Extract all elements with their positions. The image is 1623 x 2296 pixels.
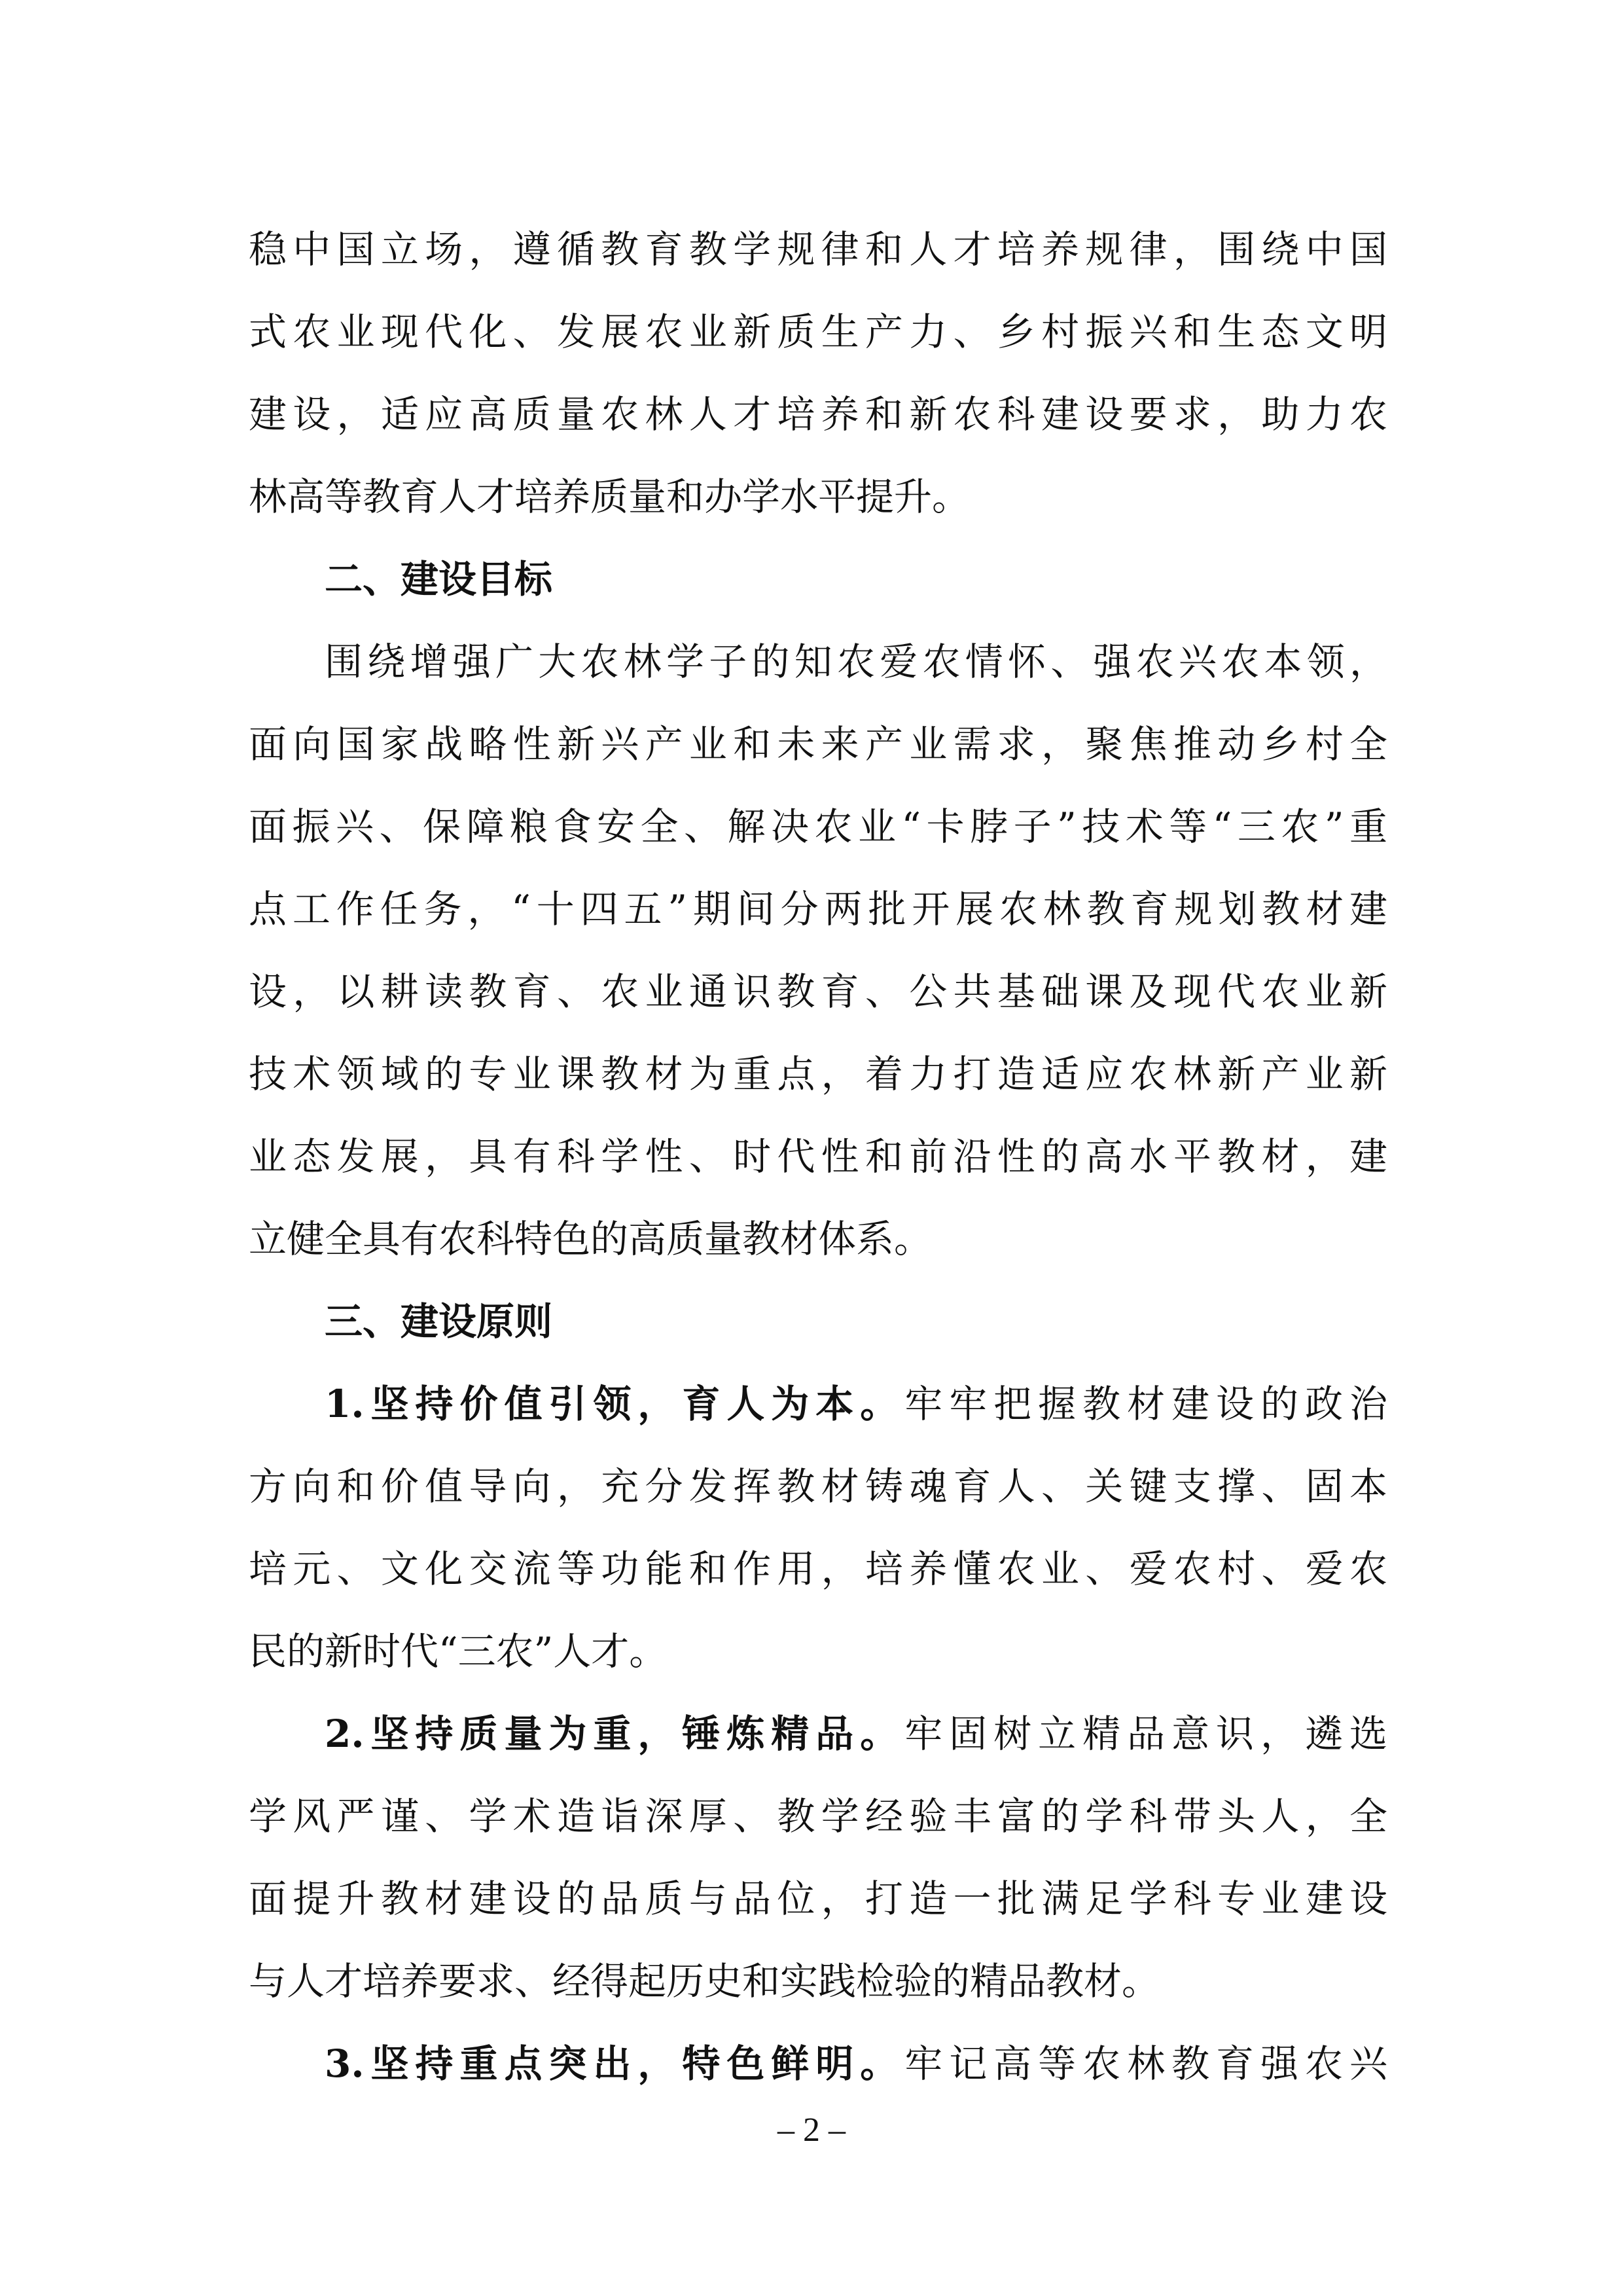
text-line: 民的新时代“三农”人才。 xyxy=(249,1629,668,1674)
text-line: 式农业现代化、发展农业新质生产力、乡村振兴和生态文明 xyxy=(249,310,1387,354)
text-line: 学风严谨、学术造诣深厚、教学经验丰富的学科带头人，全 xyxy=(249,1794,1387,1839)
principle-2-first-line xyxy=(249,1693,1387,1775)
text-line: 设，以耕读教育、农业通识教育、公共基础课及现代农业新 xyxy=(249,969,1387,1014)
text-line: 围绕增强广大农林学子的知农爱农情怀、强农兴农本领， xyxy=(325,639,1387,684)
section-heading-goals: 二、建设目标 xyxy=(325,557,553,601)
text-line: 点工作任务，“十四五”期间分两批开展农林教育规划教材建 xyxy=(249,887,1387,931)
principle-1-title: 1.坚持价值引领，育人为本。 xyxy=(325,1382,905,1426)
principle-1-first-line xyxy=(249,1363,1387,1445)
text-line: 培元、文化交流等功能和作用，培养懂农业、爱农村、爱农 xyxy=(249,1547,1387,1591)
text-line: 立健全具有农科特色的高质量教材体系。 xyxy=(249,1217,933,1261)
text-line: 稳中国立场，遵循教育教学规律和人才培养规律，围绕中国 xyxy=(249,227,1387,272)
principle-3-title: 3.坚持重点突出，特色鲜明。 xyxy=(325,2041,905,2086)
text-line: 林高等教育人才培养质量和办学水平提升。 xyxy=(249,475,971,519)
document-body xyxy=(249,208,1387,2105)
text-line: 业态发展，具有科学性、时代性和前沿性的高水平教材，建 xyxy=(249,1134,1387,1179)
text-line: 与人才培养要求、经得起历史和实践检验的精品教材。 xyxy=(249,1959,1160,2003)
principle-2-title: 2.坚持质量为重，锤炼精品。 xyxy=(325,1712,905,1756)
text-line: 面振兴、保障粮食安全、解决农业“卡脖子”技术等“三农”重 xyxy=(249,804,1387,849)
text-line: 建设，适应高质量农林人才培养和新农科建设要求，助力农 xyxy=(249,392,1387,437)
principle-3-text: 牢记高等农林教育强农兴 xyxy=(904,2041,1387,2086)
text-line: 方向和价值导向，充分发挥教材铸魂育人、关键支撑、固本 xyxy=(249,1464,1387,1509)
principle-2-text: 牢固树立精品意识，遴选 xyxy=(904,1712,1387,1756)
section-heading-principles: 三、建设原则 xyxy=(325,1299,553,1344)
principle-3-first-line xyxy=(249,2022,1387,2105)
page-number: – 2 – xyxy=(777,2111,846,2149)
text-line: 面向国家战略性新兴产业和未来产业需求，聚焦推动乡村全 xyxy=(249,722,1387,766)
text-line: 面提升教材建设的品质与品位，打造一批满足学科专业建设 xyxy=(249,1876,1387,1921)
principle-1-text: 牢牢把握教材建设的政治 xyxy=(904,1382,1387,1426)
text-line: 技术领域的专业课教材为重点，着力打造适应农林新产业新 xyxy=(249,1052,1387,1096)
